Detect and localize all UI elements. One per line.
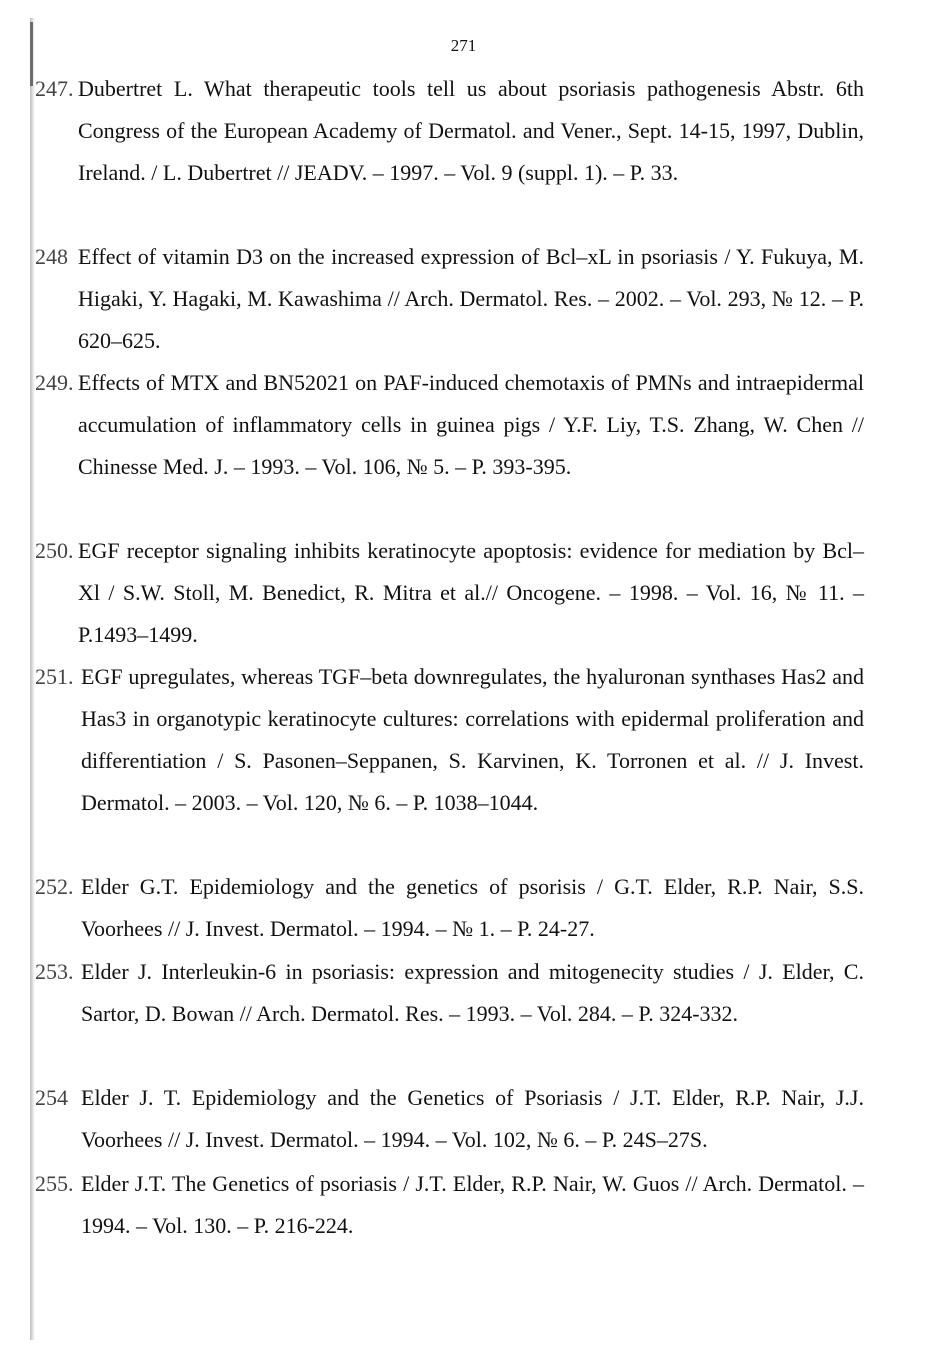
reference-text: Elder J.T. The Genetics of psoriasis / J.T. Elder, R.P. Nair, W. Guos // Arch. Dermatol. – 1994. – Vol. 130. – P. 216-224. [81, 1171, 864, 1238]
reference-number: 254 [35, 1085, 68, 1110]
reference-text: Effect of vitamin D3 on the increased expression of Bcl–xL in psoriasis / Y. Fukuya, M. Higaki, Y. Hagaki, M. Kawashima // Arch. Dermatol. Res. – 2002. – Vol. 293, № 12. – P. 620–625. [78, 244, 864, 353]
reference-number: 249. [35, 370, 74, 395]
reference-text: Elder J. Interleukin-6 in psoriasis: expression and mitogenecity studies / J. Elder, C. Sartor, D. Bowan // Arch. Dermatol. Res. – 1993. – Vol. 284. – P. 324-332. [81, 959, 864, 1026]
reference-number: 250. [35, 538, 74, 563]
reference-text: Elder G.T. Epidemiology and the genetics of psorisis / G.T. Elder, R.P. Nair, S.S. Voorhees // J. Invest. Dermatol. – 1994. – № 1. – P. 24-27. [81, 874, 864, 941]
reference-number: 251. [35, 664, 74, 689]
page-number: 271 [450, 36, 477, 55]
reference-text: Effects of MTX and BN52021 on PAF-induced chemotaxis of PMNs and intraepidermal accumulation of inflammatory cells in guinea pigs / Y.F. Liy, T.S. Zhang, W. Chen // Chinesse Med. J. – 1993. – Vol. 106, № 5. – P. 393-395. [78, 370, 864, 479]
reference-number: 247. [35, 76, 74, 101]
reference-number: 248 [35, 244, 68, 269]
reference-number: 253. [35, 959, 74, 984]
reference-text: EGF receptor signaling inhibits keratinocyte apoptosis: evidence for mediation by Bcl–Xl / S.W. Stoll, M. Benedict, R. Mitra et al.// Oncogene. – 1998. – Vol. 16, № 11. – P.1493–1499. [78, 538, 864, 647]
reference-number: 255. [35, 1171, 74, 1196]
reference-text: Dubertret L. What therapeutic tools tell us about psoriasis pathogenesis Abstr. 6th Congress of the European Academy of Dermatol. and Vener., Sept. 14-15, 1997, Dublin, Ireland. / L. Dubertret // JEADV. – 1997. – Vol. 9 (suppl. 1). – P. 33. [78, 76, 864, 185]
reference-number: 252. [35, 874, 74, 899]
reference-text: Elder J. T. Epidemiology and the Genetics of Psoriasis / J.T. Elder, R.P. Nair, J.J. Voorhees // J. Invest. Dermatol. – 1994. – Vol. 102, № 6. – P. 24S–27S. [81, 1085, 864, 1152]
reference-text: EGF upregulates, whereas TGF–beta downregulates, the hyaluronan synthases Has2 and Has3 in organotypic keratinocyte cultures: correlations with epidermal proliferation and differentiation / S. Pasonen–Seppanen, S. Karvinen, K. Torronen et al. // J. Invest. Dermatol. – 2003. – Vol. 120, № 6. – P. 1038–1044. [81, 664, 864, 815]
